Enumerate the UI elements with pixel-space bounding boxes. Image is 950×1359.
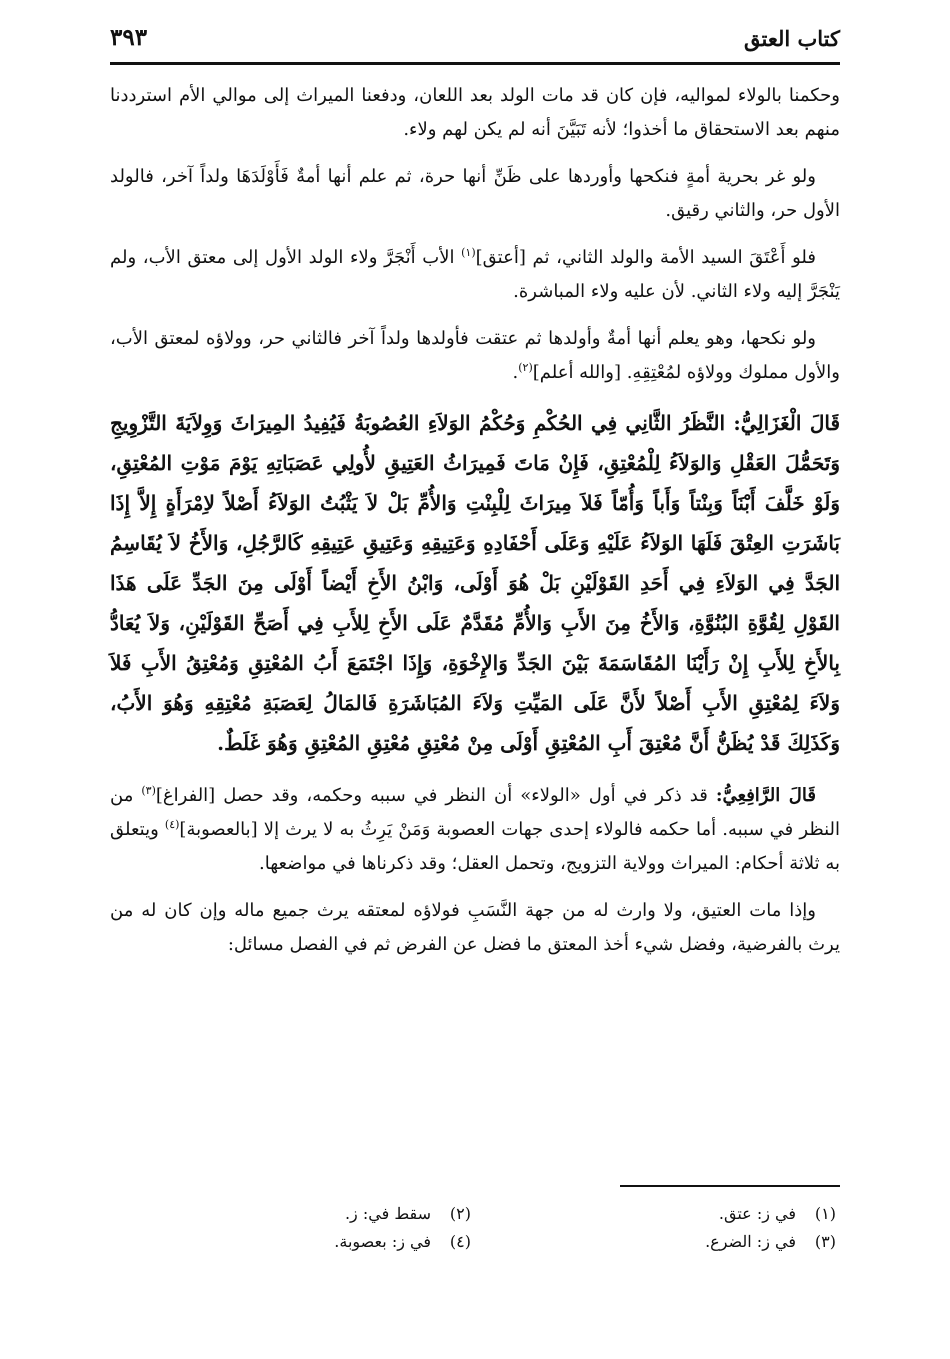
rafii-speaker: قَالَ الرَّافِعِيُّ:: [715, 785, 816, 806]
footnote-number: (٢): [449, 1204, 471, 1223]
paragraph-2: ولو غر بحرية أمةٍ فنكحها وأوردها على ظَنِّ أنها حرة، ثم علم أنها أمةٌ فَأَوْلَدَهَا ولداً آخر، فالولد الأول حر، والثاني رقيق.: [110, 166, 840, 221]
footnote-divider: [620, 1185, 840, 1187]
footnote-text: سقط في: ز.: [344, 1204, 431, 1223]
running-title: كتاب العتق: [743, 26, 840, 51]
footnote-number: (١): [814, 1204, 836, 1223]
footnote-ref-4: (٤): [164, 818, 180, 831]
rafii-text-b: من النظر في سببه. أما حكمه فالولاء إحدى جهات العصوبة وَمَنْ يَرِثُ به لا يرث إلا [بالعصوبة]: [110, 785, 841, 840]
paragraph-6: وإذا مات العتيق، ولا وارث له من جهة النَّسَبِ فولاؤه لمعتقه يرث جميع ماله وإن كان له من يرث بالفرضية، وفضل شيء أخذ المعتق ما فضل عن الفرض ثم في الفصل مسائل:: [110, 900, 840, 955]
paragraph-4: [110, 322, 840, 390]
page-number: ٣٩٣: [110, 24, 148, 51]
paragraph-3-text-b: الأب أَنْجَرَّ ولاء الولد الأول إلى معتق الأب، ولم يَنْجَرَّ إليه ولاء الثاني. لأن عليه ولاء المباشرة.: [110, 247, 840, 302]
rafii-text-a: قد ذكر في أول «الولاء» أن النظر في سببه وحكمه، وقد حصل [الفراغ]: [155, 785, 716, 806]
footnote-3: [475, 1228, 840, 1256]
footnotes: [110, 1200, 840, 1256]
footnote-ref-3: (٣): [141, 784, 156, 797]
rafii-text-c: ويتعلق به ثلاثة أحكام: الميراث وولاية التزويج، وتحمل العقل؛ وقد ذكرناها في مواضعها.: [110, 819, 840, 874]
paragraph-3: [110, 241, 840, 309]
footnote-ref-2: (٢): [518, 361, 533, 374]
footnote-row: [110, 1228, 840, 1256]
footnote-number: (٣): [814, 1232, 836, 1251]
footnote-text: في ز: عتق.: [718, 1204, 796, 1223]
page-header: [110, 22, 840, 65]
paragraph-rafii: [110, 779, 840, 881]
footnote-ref-1: (١): [461, 246, 476, 259]
footnote-number: (٤): [449, 1232, 471, 1251]
footnote-row: [110, 1200, 840, 1228]
footnote-2: [110, 1200, 475, 1228]
footnote-text: في ز: بعصوبة.: [334, 1232, 431, 1251]
footnote-text: في ز: الضرع.: [705, 1232, 796, 1251]
paragraph-3-text-a: فلو أَعْتَقَ السيد الأمة والولد الثاني، ثم [أعتق]: [475, 247, 816, 268]
matn-speaker: قَالَ الْغَزَالِيُّ:: [733, 411, 840, 435]
footnote-4: [110, 1228, 475, 1256]
matn-text: النَّظَرُ الثَّانِي فِي الحُكْمِ وَحُكْمُ الوَلاَءِ العُصُوبَةُ فَيُفِيدُ المِيرَاثَ وَوِلاَيَةَ التَّزْوِيجِ وَتَحَمُّلَ العَقْلِ وَالوَلاَءُ لِلْمُعْتِقِ، فَإِنْ مَاتَ فَمِيرَاثُ العَتِيقِ لأُولِي عَصَبَاتِهِ يَوْمَ مَوْتِ المُعْتِقِ، وَلَوْ خَلَّفَ أَبْنَاً وَبِنْتاً وَأَباً وَأُمّاً فَلاَ مِيرَاثَ لِلْبِنْتِ وَالأُمِّ بَلْ لاَ يَثْبُتُ الوَلاَءُ أَصْلاً لاِمْرَأَةٍ إِلاَّ إِذَا بَاشَرَتِ العِتْقَ فَلَهَا الوَلاَءُ عَلَيْهِ وَعَلَى أَحْفَادِهِ وَعَتِيقِهِ وَعَتِيقِ عَتِيقِهِ كَالرَّجُلِ، وَالأَخُ لاَ يُقَاسِمُ الجَدَّ فِي الوَلاَءِ فِي أَحَدِ القَوْلَيْنِ بَلْ هُوَ أَوْلَى، وَابْنُ الأَخِ أَيْضاً أَوْلَى مِنَ الجَدِّ عَلَى هَذَا القَوْلِ لِقُوَّةِ البُنُوَّةِ، وَالأَخُ مِنَ الأَبِ وَالأُمِّ مُقَدَّمٌ عَلَى الأَخِ لِلأَبِ فِي أَصَحِّ القَوْلَيْنِ، وَلاَ يُعَادُّ بِالأَخِ لِلأَبِ إِنْ رَأَيْنَا المُقَاسَمَةَ بَيْنَ الجَدِّ وَالإِخْوَةِ، وَإِذَا اجْتَمَعَ أَبُ المُعْتِقِ وَمُعْتِقُ الأَبِ فَلاَ وَلاَءَ لِمُعْتِقِ الأَبِ أَصْلاً لأَنَّ عَلَى المَيِّتِ وَلاَءَ المُبَاشَرَةِ فَالمَالُ لِعَصَبَةِ مُعْتِقِهِ وَهُوَ الأَبُ، وَكَذَلِكَ قَدْ يُظَنُّ أَنَّ مُعْتِقَ أَبِ المُعْتِقِ أَوْلَى مِنْ مُعْتِقِ مُعْتِقِ المُعْتِقِ وَهُوَ غَلَطٌ.: [110, 411, 840, 755]
paragraph-4-text-b: .: [512, 362, 519, 383]
book-page: [110, 22, 840, 1342]
matn-ghazali: [110, 403, 840, 763]
paragraph-4-text-a: ولو نكحها، وهو يعلم أنها أمةٌ وأولدها ثم عتقت فأولدها ولداً آخر فالثاني حر، وولاؤه لمعتق الأب، والأول مملوك وولاؤه لمُعْتِقِهِ. [والله أعلم]: [110, 328, 840, 383]
footnote-1: [475, 1200, 840, 1228]
paragraph-1: وحكمنا بالولاء لمواليه، فإن كان قد مات الولد بعد اللعان، ودفعنا الميراث إلى موالي الأم استرددنا منهم بعد الاستحقاق ما أخذوا؛ لأنه تَبَيَّنَ أنه لم يكن لهم ولاء.: [110, 85, 840, 140]
